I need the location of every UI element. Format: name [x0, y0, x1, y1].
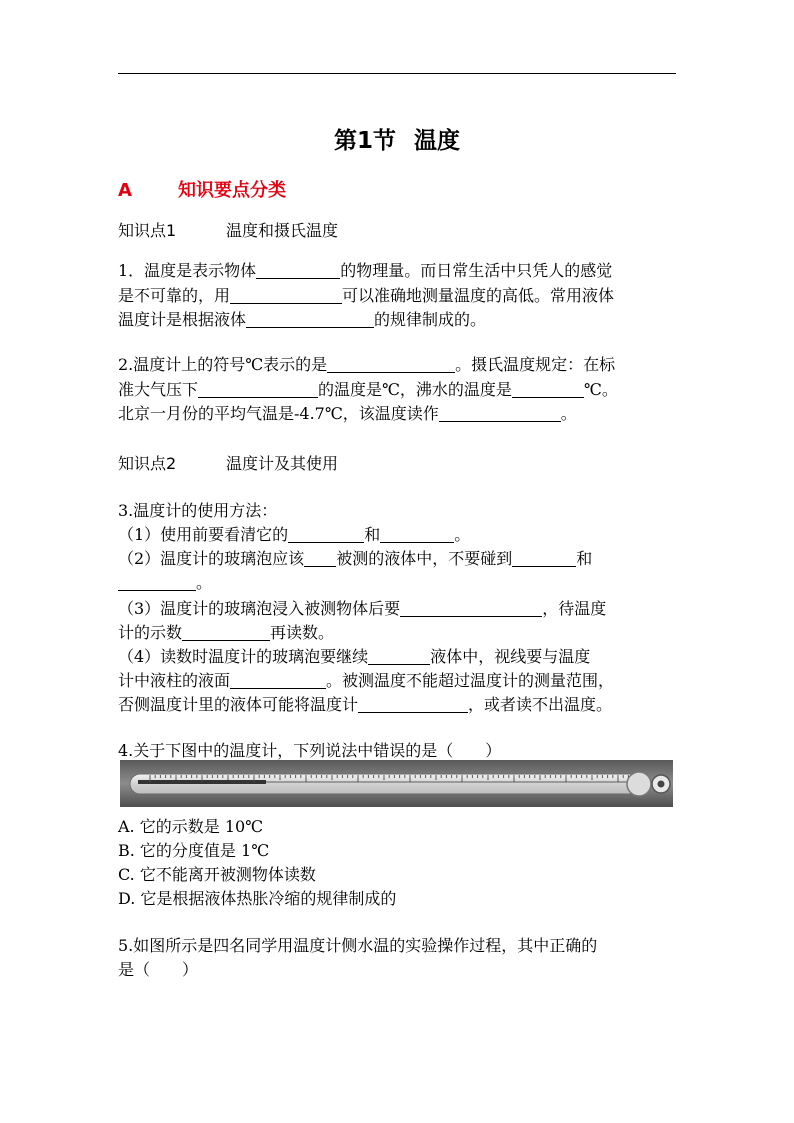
- q3-text: 。: [196, 573, 213, 592]
- q3-step-4-cont: [118, 668, 614, 691]
- q2-line-3: [118, 401, 577, 424]
- q4-option-a[interactable]: A. 它的示数是 10℃: [118, 817, 264, 836]
- q5-line-2: 是（ ）: [118, 960, 199, 979]
- knowledge-point-1-heading: [118, 218, 338, 241]
- q3-step-4: [118, 644, 590, 667]
- q2-text: 2.温度计上的符号℃表示的是: [118, 355, 328, 374]
- q3-blank-7[interactable]: [182, 623, 270, 641]
- q3-text: ，或者读不出温度。: [468, 695, 613, 714]
- q2-text: 准大气压下: [118, 380, 199, 399]
- q1-text: 是不可靠的，用: [118, 286, 231, 305]
- q3-blank-10[interactable]: [358, 695, 468, 713]
- q3-blank-6[interactable]: [400, 599, 542, 617]
- q1-text: 的规律制成的。: [374, 310, 487, 329]
- q3-blank-9[interactable]: [230, 671, 326, 689]
- q3-step-3: [118, 596, 606, 619]
- q3-blank-3[interactable]: [304, 549, 336, 567]
- q3-text: 否侧温度计里的液体可能将温度计: [118, 695, 359, 714]
- q1-line-2: [118, 283, 614, 306]
- q3-text: （1）使用前要看清它的: [118, 525, 289, 544]
- q3-text: （4）读数时温度计的玻璃泡要继续: [118, 647, 369, 666]
- q4-stem: 4.关于下图中的温度计，下列说法中错误的是（ ）: [118, 741, 502, 760]
- q3-text: （3）温度计的玻璃泡浸入被测物体后要: [118, 599, 401, 618]
- q3-text: 再读数。: [270, 623, 335, 642]
- q3-text: 被测的液体中，不要碰到: [336, 549, 513, 568]
- q2-text: 。摄氏温度规定：在标: [455, 355, 616, 374]
- q3-text: 。被测温度不能超过温度计的测量范围，: [326, 671, 615, 690]
- q2-blank-3[interactable]: [512, 380, 584, 398]
- q5-line-1: 5.如图所示是四名同学用温度计侧水温的实验操作过程，其中正确的: [118, 936, 598, 955]
- q1-blank-3[interactable]: [246, 310, 374, 328]
- q2-blank-1[interactable]: [327, 355, 455, 373]
- q1-text: 温度计是根据液体: [118, 310, 247, 329]
- q3-text: 计的示数: [118, 623, 183, 642]
- q3-blank-8[interactable]: [368, 647, 430, 665]
- q3-text: 。: [454, 525, 471, 544]
- q2-blank-2[interactable]: [198, 380, 318, 398]
- knowledge-point-2-heading: [118, 451, 338, 474]
- q3-intro: 3.温度计的使用方法：: [118, 501, 278, 520]
- title-topic: 温度: [414, 128, 460, 154]
- q3-text: 计中液柱的液面: [118, 671, 231, 690]
- q4-option-d[interactable]: D. 它是根据液体热胀冷缩的规律制成的: [118, 889, 397, 908]
- q3-step-2-cont: [118, 570, 212, 593]
- q3-blank-1[interactable]: [288, 525, 364, 543]
- section-heading-a: [118, 176, 286, 202]
- section-label: 知识要点分类: [178, 180, 286, 201]
- thermometer-image: [120, 760, 673, 807]
- q3-blank-2[interactable]: [380, 525, 454, 543]
- q1-text: 的物理量。而日常生活中只凭人的感觉: [340, 261, 613, 280]
- q3-text: ，待温度: [542, 599, 607, 618]
- header-rule: [118, 73, 676, 74]
- q3-step-3-cont: [118, 620, 334, 643]
- q3-blank-5[interactable]: [118, 573, 196, 591]
- q3-step-4-cont2: [118, 692, 612, 715]
- q2-blank-4[interactable]: [439, 404, 561, 422]
- q2-line-1: [118, 352, 615, 375]
- section-letter: A: [118, 180, 132, 201]
- q3-text: （2）温度计的玻璃泡应该: [118, 549, 305, 568]
- q3-text: 和: [576, 549, 593, 568]
- page-title: [0, 122, 794, 155]
- q2-line-2: [118, 377, 618, 400]
- q3-text: 和: [364, 525, 381, 544]
- q1-line-3: [118, 307, 486, 330]
- kp2-number: 知识点2: [118, 454, 177, 473]
- q1-line-1: [118, 258, 612, 281]
- q3-step-2: [118, 546, 592, 569]
- kp1-name: 温度和摄氏温度: [226, 221, 339, 240]
- q1-blank-2[interactable]: [230, 286, 342, 304]
- q4-option-c[interactable]: C. 它不能离开被测物体读数: [118, 865, 316, 884]
- q2-text: ℃。: [583, 380, 618, 399]
- q3-step-1: [118, 522, 470, 545]
- kp2-name: 温度计及其使用: [226, 454, 339, 473]
- q2-text: 。: [560, 404, 577, 423]
- q2-text: 的温度是℃，沸水的温度是: [318, 380, 512, 399]
- q3-blank-4[interactable]: [512, 549, 576, 567]
- title-section-number: 第1节: [333, 128, 396, 154]
- kp1-number: 知识点1: [118, 221, 177, 240]
- q1-text: 可以准确地测量温度的高低。常用液体: [342, 286, 615, 305]
- q1-text: 1．温度是表示物体: [118, 261, 257, 280]
- q3-text: 液体中，视线要与温度: [430, 647, 591, 666]
- q4-option-b[interactable]: B. 它的分度值是 1℃: [118, 841, 270, 860]
- q2-text: 北京一月份的平均气温是-4.7℃，该温度读作: [118, 404, 439, 423]
- q1-blank-1[interactable]: [256, 261, 340, 279]
